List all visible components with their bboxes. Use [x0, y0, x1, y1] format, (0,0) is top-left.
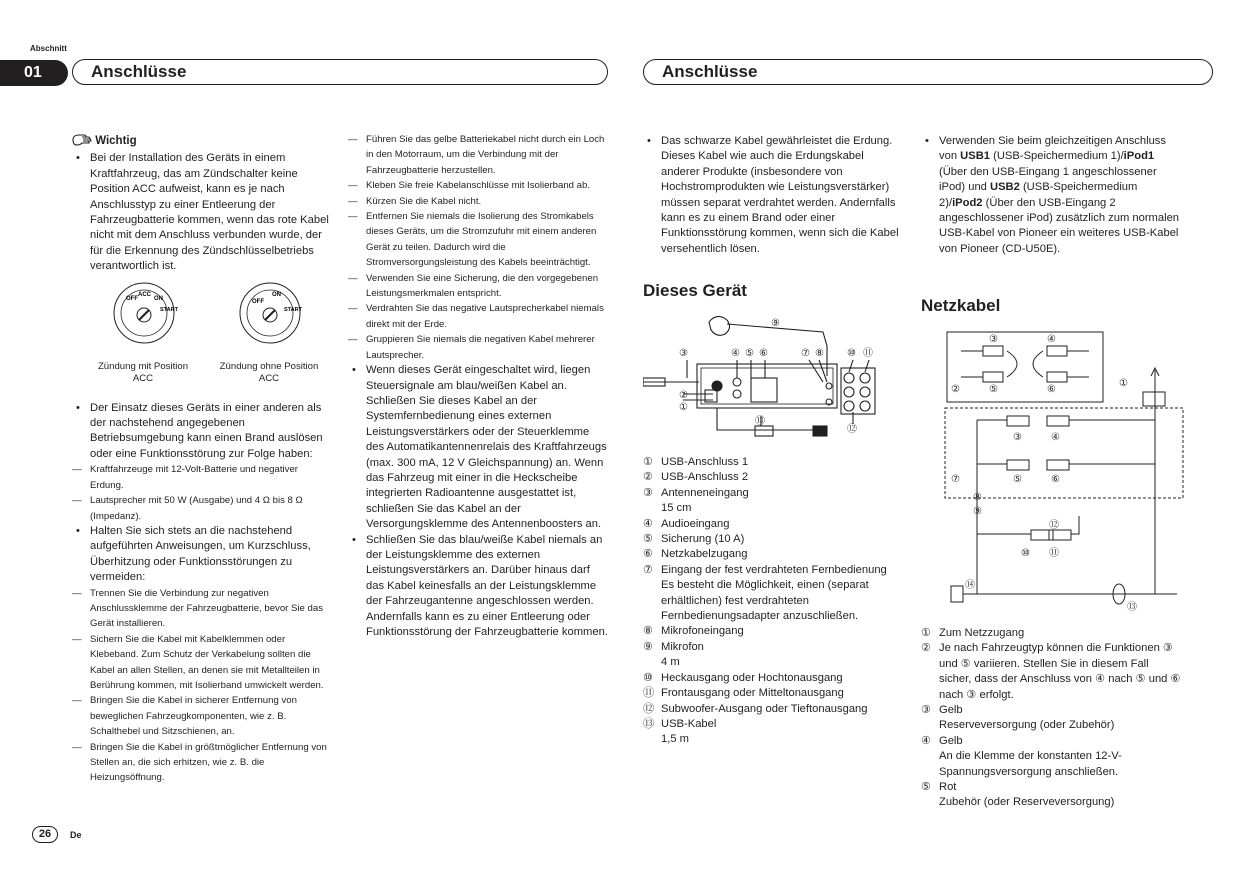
power-diagram-num-6-top: ⑥: [1047, 384, 1056, 395]
legend-num: ②: [921, 642, 932, 655]
diagram-num-7: ⑦: [801, 348, 810, 359]
diagram-num-2: ②: [679, 390, 688, 401]
col1-bullet-1: • Bei der Installation des Geräts in einem Kraftfahrzeug, das am Zündschalter keine Position ACC aufweist, kann es je nach Anschlusstyp zu einer Entleerung der Fahrzeugbatterie kommen, wenn das rote Kabel nicht mit dem Anschluss verbunden wurde, der für die Erkennung des Zündschlüsselbetriebs verantwortlich ist.: [72, 151, 334, 274]
power-diagram-num-6: ⑥: [1051, 474, 1060, 485]
legend-text: Subwoofer-Ausgang oder Tieftonausgang: [661, 702, 868, 715]
legend-item: [643, 686, 905, 701]
text-run: (Über den USB-Eingang 1 angeschlossener iPod) und: [939, 165, 1157, 194]
legend-text: USB-Anschluss 1: [661, 456, 749, 468]
acc-label-start: START: [160, 306, 178, 313]
legend-num: ⑤: [921, 781, 932, 794]
noacc-label-start: START: [284, 306, 302, 313]
power-diagram-num-10: ⑩: [1021, 548, 1030, 559]
legend-item: [643, 624, 905, 639]
acc-label-on: ON: [154, 295, 163, 302]
legend-text: Mikrofoneingang: [661, 625, 744, 638]
noacc-label-off: OFF: [252, 298, 264, 305]
column-4: [921, 134, 1183, 257]
legend-num: ⑤: [643, 533, 654, 546]
power-diagram-num-2: ②: [951, 384, 960, 395]
diagram-num-6: ⑥: [759, 348, 768, 359]
col2-dash-4: — Entfernen Sie niemals die Isolierung des Stromkabels dieses Geräts, um die Stromzufuhr mit einem anderen Gerät zu teilen. Dadurch wird die Stromversorgungsleistung des Kabels beeinträchtigt.: [348, 209, 610, 271]
power-diagram-num-5-top: ⑤: [989, 384, 998, 395]
legend-item: [643, 717, 905, 748]
power-diagram-num-9: ⑨: [973, 506, 982, 517]
power-diagram-num-1: ①: [1119, 378, 1128, 389]
legend-item: [643, 671, 905, 686]
column-2: [348, 132, 610, 640]
text-run: (USB-Speichermedium 1)/: [990, 150, 1124, 163]
diagram-num-11: ⑪: [863, 348, 873, 359]
legend-subtext: 15 cm: [661, 502, 692, 515]
legend-item: [643, 547, 905, 562]
ignition-noacc-illustration: [240, 283, 303, 343]
legend-item: [921, 641, 1183, 703]
legend-text: Antenneneingang: [661, 486, 749, 499]
legend-subtext: 1,5 m: [661, 733, 689, 746]
legend-item: [921, 780, 1183, 811]
diagram-num-9: ⑨: [771, 318, 780, 329]
col4-bullet-1: [921, 134, 1183, 257]
legend-num: ①: [921, 627, 932, 639]
col2-bullet-2: • Schließen Sie das blau/weiße Kabel niemals an der Leistungsklemme des externen Leistungsverstärkers an. Darüber hinaus darf das Kabel keinesfalls an der Leistungsklemme der Fahrzeugantenne angeschlossen werden. Andernfalls kann es zu einer Entleerung oder Funktionsstörung der Fahrzeugbatterie kommen.: [348, 533, 610, 641]
legend-text: Heckausgang oder Hochtonausgang: [661, 671, 843, 684]
section-number-tab: 01: [0, 60, 68, 86]
legend-text: Zum Netzzugang: [939, 627, 1025, 639]
diagram-num-12: ⑫: [847, 424, 857, 435]
col3-bullet-1: • Das schwarze Kabel gewährleistet die Erdung. Dieses Kabel wie auch die Erdungskabel anderer Produkte (insbesondere von Hochstromprodukten wie Leistungsverstärker) müssen separat verdrahtet werden. Andernfalls kann es zu einem Brand oder einer Funktionsstörung kommen, wenn sich die Kabel versehentlich lösen.: [643, 134, 905, 257]
legend-text: Rot: [939, 781, 957, 794]
legend-subtext: An die Klemme der konstanten 12-V-Spannungsversorgung anschließen.: [939, 750, 1122, 778]
legend-text: Frontausgang oder Mitteltonausgang: [661, 687, 844, 700]
legend-item: [643, 563, 905, 625]
diagram-num-8: ⑧: [815, 348, 824, 359]
legend-item: [643, 455, 905, 470]
diagram-num-10: ⑩: [847, 348, 856, 359]
power-cable-diagram: [921, 330, 1191, 620]
caption-ignition-noacc: Zündung ohne Position ACC: [219, 360, 319, 384]
power-cable-heading: Netzkabel: [921, 296, 1001, 315]
text-run: Verwenden Sie beim gleichzeitigen Anschluss von: [939, 135, 1166, 163]
unit-legend: [643, 455, 905, 748]
legend-text: Gelb: [939, 734, 963, 747]
ignition-acc-illustration: [114, 283, 179, 343]
col2-dash-2: — Kleben Sie freie Kabelanschlüsse mit Isolierband ab.: [348, 178, 610, 193]
legend-num: ①: [643, 456, 654, 468]
diagram-num-5: ⑤: [745, 348, 754, 359]
col2-dash-1: — Führen Sie das gelbe Batteriekabel nicht durch ein Loch in den Motorraum, um die Verbindung mit der Fahrzeugbatterie herzustellen.: [348, 132, 610, 178]
legend-num: ⑥: [643, 548, 654, 561]
right-page-title: Anschlüsse: [643, 59, 1213, 85]
text-run: (Über den USB-Eingang 2 angeschlossener iPod) zusätzlich zum normalen USB-Kabel von Pioneer ein weiteres USB-Kabel von Pioneer (CD-U50E).: [939, 196, 1180, 255]
acc-label-acc: ACC: [138, 291, 151, 298]
legend-item: [643, 470, 905, 485]
power-diagram-num-7: ⑦: [951, 474, 960, 485]
legend-item: [643, 640, 905, 671]
legend-num: ⑧: [643, 625, 654, 638]
legend-item: [643, 486, 905, 517]
legend-text: Netzkabelzugang: [661, 548, 748, 561]
legend-num: ②: [643, 471, 654, 484]
text-usb1: USB1: [960, 150, 990, 163]
power-diagram-num-12: ⑫: [1049, 520, 1059, 531]
legend-text: Audioeingang: [661, 517, 730, 530]
legend-item: [921, 703, 1183, 734]
col2-dash-7: — Gruppieren Sie niemals die negativen Kabel mehrerer Lautsprecher.: [348, 332, 610, 363]
section-label: Abschnitt: [30, 44, 67, 53]
legend-text: USB-Anschluss 2: [661, 471, 749, 484]
unit-connection-diagram: [643, 306, 905, 456]
acc-label-off: OFF: [126, 295, 138, 302]
power-diagram-num-14: ⑭: [965, 580, 975, 591]
power-diagram-num-8: ⑧: [973, 492, 982, 503]
col2-bullet-1: • Wenn dieses Gerät eingeschaltet wird, liegen Steuersignale am blau/weißen Kabel an. Schließen Sie dieses Kabel an der Systemfernbedienung eines externen Leistungsverstärkers oder der Steuerklemme des Automatikantennenrelais des Kraftfahrzeugs (max. 300 mA, 12 V Gleichspannung) an. Wenn das Fahrzeug mit einer in die Heckscheibe integrierten Radioantenne ausgestattet ist, schließen Sie das Kabel an der Versorgungsklemme des Antennenboosters an.: [348, 363, 610, 532]
power-diagram-num-3: ③: [1013, 432, 1022, 443]
legend-num: ⑩: [643, 671, 654, 684]
power-diagram-num-13: ⑬: [1127, 602, 1137, 613]
page-number: 26: [32, 826, 58, 843]
diagram-num-1: ①: [679, 402, 688, 413]
col2-dash-6: — Verdrahten Sie das negative Lautsprecherkabel niemals direkt mit der Erde.: [348, 301, 610, 332]
legend-subtext: Es besteht die Möglichkeit, einen (separat erhältlichen) fest verdrahteten Fernbedienungsadapter anzuschließen.: [661, 579, 869, 623]
text-usb2: USB2: [990, 181, 1020, 194]
diagram-num-4: ④: [731, 348, 740, 359]
legend-subtext: Zubehör (oder Reserveversorgung): [939, 796, 1115, 809]
language-code: De: [70, 830, 82, 840]
diagram-num-3: ③: [679, 348, 688, 359]
text-ipod1: iPod1: [1123, 150, 1155, 163]
legend-text: Gelb: [939, 704, 963, 717]
col1-bullet-3-dash-3: — Bringen Sie die Kabel in sicherer Entfernung von beweglichen Fahrzeugkomponenten, wie z. B. Schalthebel und Sitzschienen, an.: [72, 693, 334, 739]
legend-num: ④: [643, 517, 654, 530]
col1-bullet-2: • Der Einsatz dieses Geräts in einer anderen als der nachstehend angegebenen Betriebsumgebung kann einen Brand auslösen oder eine Funktionsstörung zur Folge haben:: [72, 401, 334, 463]
caption-ignition-acc: Zündung mit Position ACC: [97, 360, 189, 384]
important-hand-icon: [72, 134, 92, 146]
legend-text: Sicherung (10 A): [661, 533, 745, 546]
legend-num: ③: [643, 486, 654, 499]
legend-item: [643, 517, 905, 532]
col1-bullet-3: • Halten Sie sich stets an die nachstehend aufgeführten Anweisungen, um Kurzschluss, Überhitzung oder Funktionsstörungen zu vermeiden:: [72, 524, 334, 586]
legend-num: ③: [921, 704, 932, 717]
power-cable-legend: [921, 626, 1183, 811]
text-ipod2: iPod2: [952, 196, 983, 209]
legend-text: Eingang der fest verdrahteten Fernbedienung: [661, 563, 887, 576]
legend-text: Je nach Fahrzeugtyp können die Funktionen ③ und ⑤ variieren. Stellen Sie in diesem Fall sicher, dass der Anschluss von ④ nach ⑤ und ⑥ nach ③ erfolgt.: [939, 642, 1181, 701]
col2-dash-3: — Kürzen Sie die Kabel nicht.: [348, 194, 610, 209]
important-heading-text: Wichtig: [95, 135, 137, 147]
diagram-num-13: ⑬: [755, 416, 765, 427]
legend-subtext: 4 m: [661, 656, 680, 669]
power-diagram-num-11: ⑪: [1049, 548, 1059, 559]
col1-bullet-3-dash-4: — Bringen Sie die Kabel in größtmöglicher Entfernung von Stellen an, die sich erhitzen, wie z. B. die Heizungsöffnung.: [72, 740, 334, 786]
legend-text: USB-Kabel: [661, 717, 717, 730]
column-1: [72, 134, 334, 786]
column-3: [643, 134, 905, 257]
col1-bullet-3-dash-2: — Sichern Sie die Kabel mit Kabelklemmen oder Klebeband. Zum Schutz der Verkabelung sollten die Kabel an allen Stellen, an denen sie mit Metallteilen in Berührung kommen, mit Isolierband umwickelt werden.: [72, 632, 334, 694]
legend-num: ⑦: [643, 563, 654, 576]
legend-item: [921, 734, 1183, 780]
unit-heading: Dieses Gerät: [643, 281, 747, 300]
power-diagram-num-4-top: ④: [1047, 334, 1056, 345]
legend-text: Mikrofon: [661, 640, 704, 653]
col1-bullet-3-dash-1: — Trennen Sie die Verbindung zur negativen Anschlussklemme der Fahrzeugbatterie, bevor Sie das Gerät installieren.: [72, 586, 334, 632]
ignition-switch-illustrations: [72, 281, 334, 373]
col2-dash-5: — Verwenden Sie eine Sicherung, die den vorgegebenen Leistungsmerkmalen entspricht.: [348, 271, 610, 302]
important-heading: [72, 134, 334, 149]
legend-subtext: Reserveversorgung (oder Zubehör): [939, 719, 1115, 732]
legend-num: ⑪: [643, 687, 655, 700]
power-diagram-num-5: ⑤: [1013, 474, 1022, 485]
left-page-title: Anschlüsse: [72, 59, 608, 85]
legend-num: ④: [921, 734, 932, 747]
noacc-label-on: ON: [272, 291, 281, 298]
legend-num: ⑫: [643, 702, 655, 715]
col1-bullet-2-dash-1: — Kraftfahrzeuge mit 12-Volt-Batterie und negativer Erdung.: [72, 462, 334, 493]
power-diagram-num-4: ④: [1051, 432, 1060, 443]
col1-bullet-2-dash-2: — Lautsprecher mit 50 W (Ausgabe) und 4 Ω bis 8 Ω (Impedanz).: [72, 493, 334, 524]
legend-item: [921, 626, 1183, 641]
legend-item: [643, 532, 905, 547]
legend-item: [643, 702, 905, 717]
text-run: (USB-Speichermedium 2)/: [939, 181, 1138, 209]
power-diagram-num-3-top: ③: [989, 334, 998, 345]
legend-num: ⑨: [643, 640, 654, 653]
legend-num: ⑬: [643, 717, 655, 730]
